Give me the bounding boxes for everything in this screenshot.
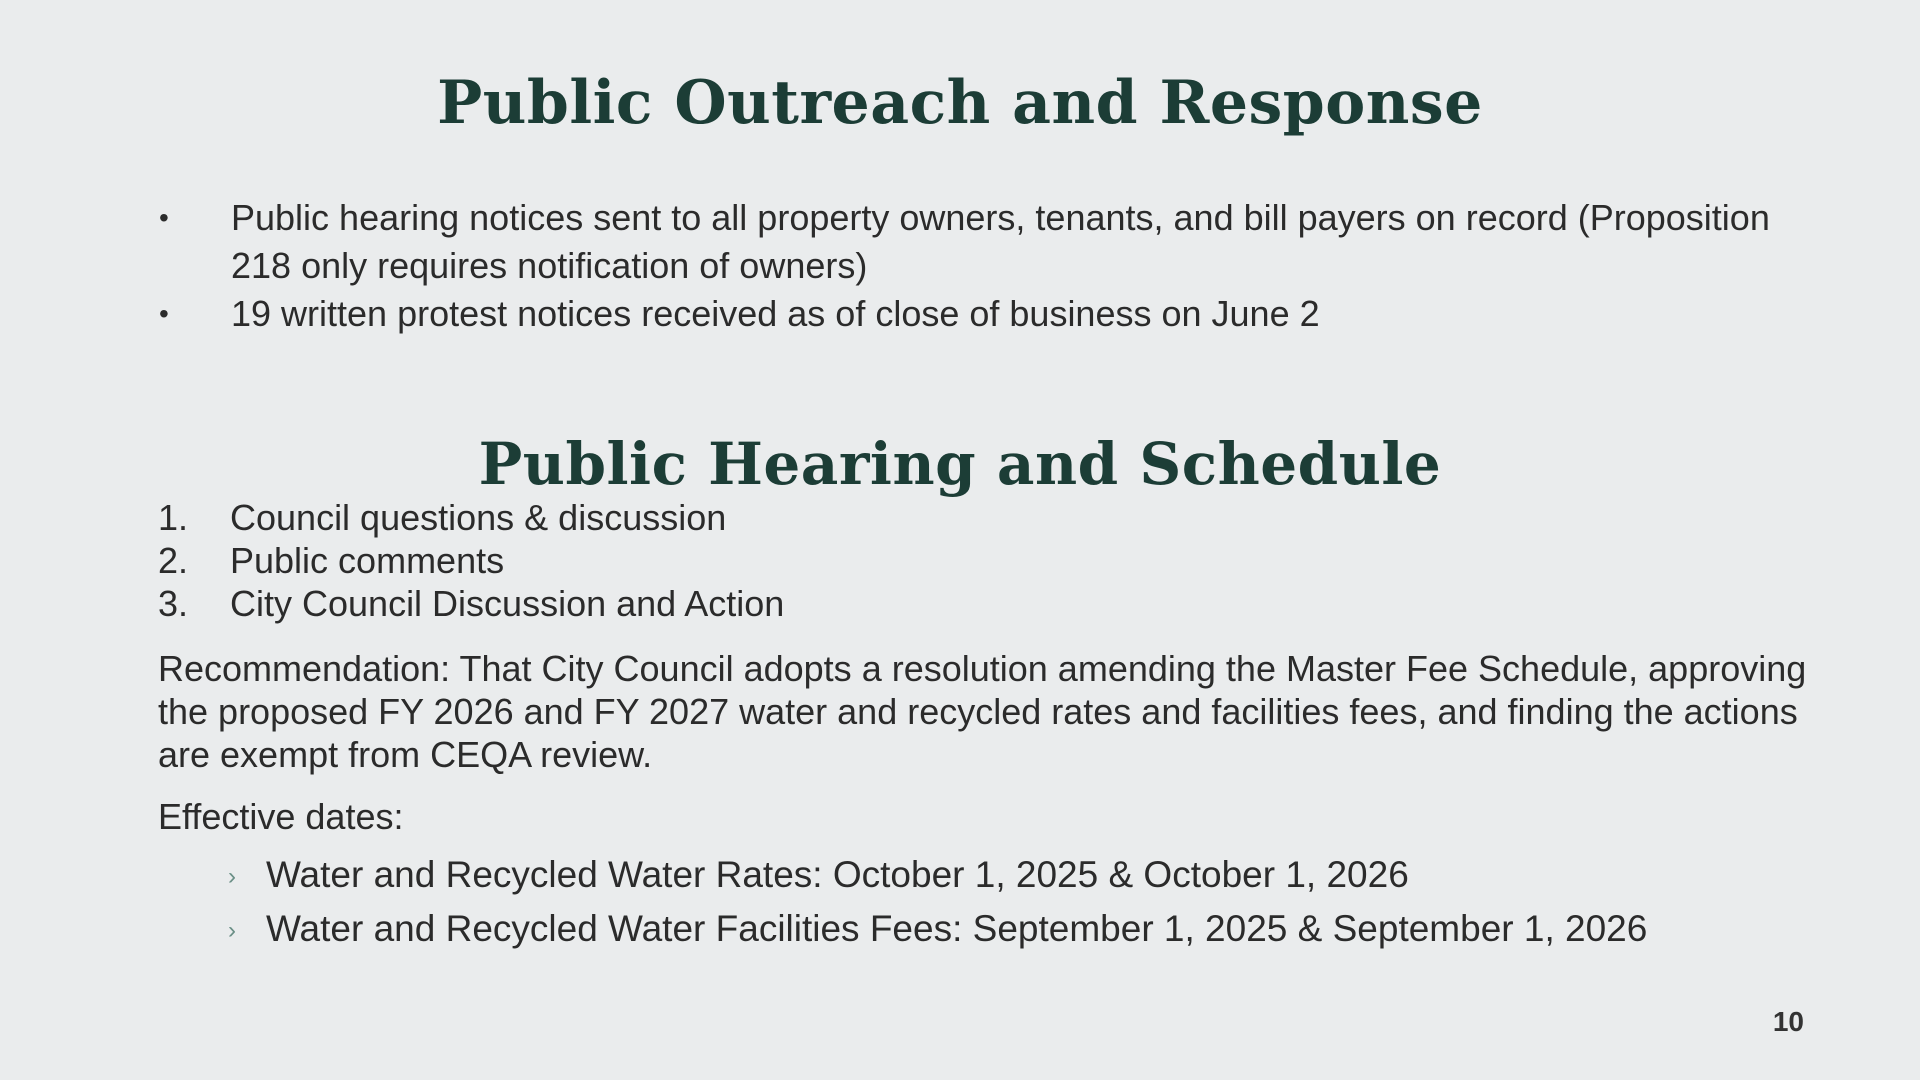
effective-dates-label: Effective dates: (158, 796, 404, 837)
bullet-text: Public hearing notices sent to all property owners, tenants, and bill payers on record (Proposition 218 only requires notification of owners) (231, 197, 1770, 286)
step-text: Public comments (230, 540, 505, 581)
list-item (155, 194, 1775, 290)
page-number: 10 (1772, 1006, 1804, 1037)
list-item (228, 902, 1647, 956)
effective-date-text: Water and Recycled Water Facilities Fees: September 1, 2025 & September 1, 2026 (266, 908, 1648, 949)
list-item (158, 582, 784, 625)
list-item (228, 848, 1647, 902)
step-number: 3. (158, 583, 189, 624)
step-number: 2. (158, 540, 189, 581)
list-item (155, 290, 1775, 338)
chevron-right-icon: › (228, 863, 236, 890)
step-number: 1. (158, 497, 189, 538)
effective-dates-list (228, 848, 1647, 956)
bullet-text: 19 written protest notices received as of close of business on June 2 (231, 293, 1320, 334)
hearing-title: Public Hearing and Schedule (478, 430, 1442, 498)
list-item (158, 496, 784, 539)
hearing-steps-list (158, 496, 784, 625)
outreach-title: Public Outreach and Response (437, 68, 1483, 138)
bullet-icon: • (159, 298, 169, 329)
recommendation-text: Recommendation: That City Council adopts a resolution amending the Master Fee Schedule, approving the proposed FY 2026 and FY 2027 water and recycled rates and facilities fees, and finding the actions are exempt from CEQA review. (158, 648, 1807, 775)
effective-date-text: Water and Recycled Water Rates: October 1, 2025 & October 1, 2026 (266, 854, 1409, 895)
step-text: City Council Discussion and Action (230, 583, 785, 624)
chevron-right-icon: › (228, 917, 236, 944)
bullet-icon: • (159, 202, 169, 233)
step-text: Council questions & discussion (230, 497, 727, 538)
list-item (158, 539, 784, 582)
outreach-bullet-list (155, 194, 1775, 338)
